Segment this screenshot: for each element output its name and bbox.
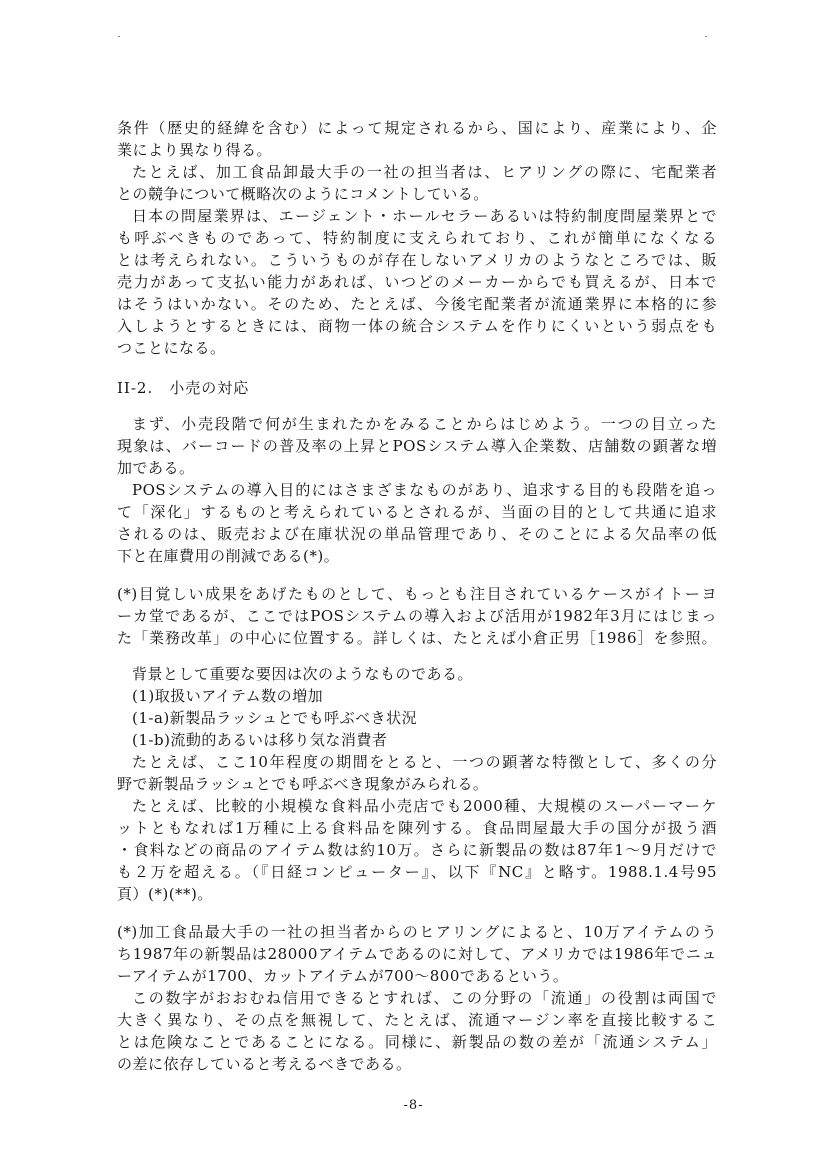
scan-speck: [118, 36, 120, 37]
text-line: 入しようとするときには、商物一体の統合システムを作りにくいという弱点をも: [117, 317, 717, 335]
section-heading: II-2. 小売の対応: [117, 379, 250, 397]
footnote-line: ーカ堂であるが、ここではPOSシステムの導入および活用が1982年3月にはじまっ: [117, 607, 717, 625]
list-item: (1)取扱いアイテム数の増加: [132, 687, 324, 705]
text-line: も２万を超える。（『日経コンピューター』、以下『NC』と略す。1988.1.4号95: [117, 863, 717, 881]
text-line: の差に依存していると考えるべきである。: [117, 1055, 412, 1073]
text-line: 売力があって支払い能力があれば、いつどのメーカーからでも買えるが、日本で: [117, 273, 717, 291]
text-line: はそうはいかない。そのため、たとえば、今後宅配業者が流通業界に本格的に参: [117, 295, 717, 313]
text-line: ・食料などの商品のアイテム数は約10万。さらに新製品の数は87年1～9月だけで: [117, 841, 717, 859]
text-line: 野で新製品ラッシュとでも呼ぶべき現象がみられる。: [117, 775, 489, 793]
text-line: たとえば、比較的小規模な食料品小売店でも2000種、大規模のスーパーマーケ: [132, 797, 717, 815]
text-line: つことになる。: [117, 339, 226, 357]
footnote-line: (*)加工食品最大手の一社の担当者からのヒアリングによると、10万アイテムのう: [117, 923, 717, 941]
text-line: 日本の問屋業界は、エージェント・ホールセラーあるいは特約制度問屋業界とで: [132, 207, 717, 225]
text-line: されるのは、販売および在庫状況の単品管理であり、そのことによる欠品率の低: [117, 525, 717, 543]
text-line: 大きく異なり、その点を無視して、たとえば、流通マージン率を直接比較するこ: [117, 1011, 717, 1029]
text-line: たとえば、ここ10年程度の期間をとると、一つの顕著な特徴として、多くの分: [132, 753, 717, 771]
text-line: この数字がおおむね信用できるとすれば、この分野の「流通」の役割は両国で: [132, 989, 717, 1007]
text-line: まず、小売段階で何が生まれたかをみることからはじめよう。一つの目立った: [132, 415, 717, 433]
text-line: 業により異なり得る。: [117, 141, 273, 159]
text-line: とは考えられない。こういうものが存在しないアメリカのようなところでは、販: [117, 251, 717, 269]
footnote-line: ち1987年の新製品は28000アイテムであるのに対して、アメリカでは1986年でニュ: [117, 945, 717, 963]
text-line: たとえば、加工食品卸最大手の一社の担当者は、ヒアリングの際に、宅配業者: [132, 163, 717, 181]
text-line: 下と在庫費用の削減である(*)。: [117, 547, 340, 565]
text-line: て「深化」するものと考えられているとされるが、当面の目的として共通に追求: [117, 503, 717, 521]
footnote-line: た「業務改革」の中心に位置する。詳しくは、たとえば小倉正男［1986］を参照。: [117, 629, 717, 647]
text-line: 条件（歴史的経緯を含む）によって規定されるから、国により、産業により、企: [117, 119, 717, 137]
text-line: 現象は、バーコードの普及率の上昇とPOSシステム導入企業数、店舗数の顕著な増: [117, 437, 717, 455]
text-line: POSシステムの導入目的にはさまざまなものがあり、追求する目的も段階を追っ: [132, 481, 717, 499]
scan-speck: [705, 36, 707, 37]
list-item: (1-a)新製品ラッシュとでも呼ぶべき状況: [132, 709, 418, 727]
text-line: 頁）(*)(**)。: [117, 885, 213, 903]
text-line: ットともなれば1万種に上る食料品を陳列する。食品問屋最大手の国分が扱う酒: [117, 819, 717, 837]
text-line: 背景として重要な要因は次のようなものである。: [132, 665, 474, 683]
footnote-line: ーアイテムが1700、カットアイテムが700～800であるという。: [117, 967, 569, 985]
text-line: 加である。: [117, 459, 195, 477]
text-line: との競争について概略次のようにコメントしている。: [117, 185, 489, 203]
page-number: -8-: [403, 1098, 424, 1113]
text-line: も呼ぶべきものであって、特約制度に支えられており、これが簡単になくなる: [117, 229, 717, 247]
text-line: とは危険なことであることになる。同様に、新製品の数の差が「流通システム」: [117, 1033, 717, 1051]
list-item: (1-b)流動的あるいは移り気な消費者: [132, 731, 388, 749]
footnote-line: (*)目覚しい成果をあげたものとして、もっとも注目されているケースがイトーヨ: [117, 585, 717, 603]
